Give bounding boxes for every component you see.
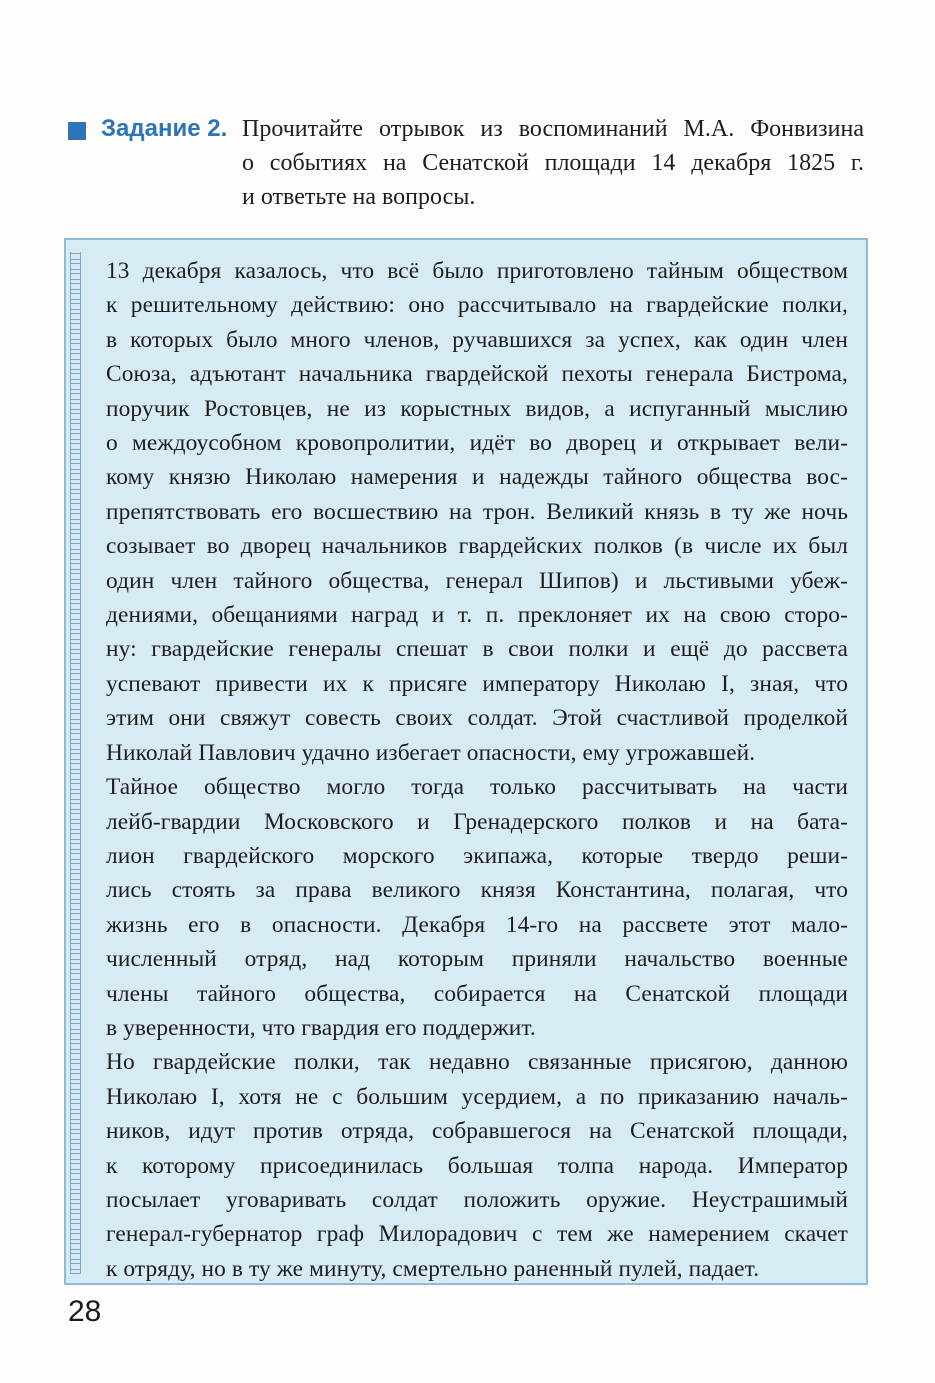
excerpt-line: 13 декабря казалось, что всё было приготовлено тайным обществом [106,258,848,284]
excerpt-line: Николаю I, хотя не с большим усердием, а по приказанию началь- [106,1083,848,1110]
excerpt-line: кому князю Николаю намерения и надежды тайного общества вос- [106,464,848,491]
excerpt-line: Но гвардейские полки, так недавно связанные присягою, данною [106,1049,848,1076]
excerpt-line: поручик Ростовцев, не из корыстных видов, а испуганный мыслию [106,395,848,422]
excerpt-line: генерал-губернатор граф Милорадович с тем же намерением скачет [106,1221,848,1248]
excerpt-line: Союза, адъютант начальника гвардейской пехоты генерала Бистрома, [106,361,848,388]
excerpt-line: посылает уговаривать солдат положить оружие. Неустрашимый [106,1186,848,1213]
excerpt-line: ников, идут против отряда, собравшегося на Сенатской площади, [106,1118,848,1145]
excerpt-line: препятствовать его восшествию на трон. Великий князь в ту же ночь [106,498,848,525]
excerpt-line: успевают привести их к присяге императору Николаю I, зная, что [106,670,848,697]
excerpt-line: один член тайного общества, генерал Шипов) и льстивыми убеж- [106,567,848,594]
excerpt-line: ну: гвардейские генералы спешат в свои полки и ещё до рассвета [106,636,848,663]
task-instruction-line: о событиях на Сенатской площади 14 декабря 1825 г. [242,150,864,176]
excerpt-line: к отряду, но в ту же минуту, смертельно раненный пулей, падает. [106,1255,760,1282]
excerpt-line: этим они свяжут совесть своих солдат. Этой счастливой проделкой [106,705,848,732]
excerpt-line: о междоусобном кровопролитии, идёт во дворец и открывает вели- [106,430,848,457]
excerpt-line: к которому присоединилась большая толпа народа. Император [106,1152,848,1179]
excerpt-line: к решительному действию: оно рассчитывало на гвардейские полки, [106,292,848,319]
excerpt-line: лейб-гвардии Московского и Гренадерского полков и на бата- [106,808,848,835]
excerpt-line: в которых было много членов, ручавшихся за успех, как один член [106,326,848,353]
excerpt-line: жизнь его в опасности. Декабря 14-го на рассвете этот мало- [106,911,848,938]
excerpt-line: численный отряд, над которым приняли начальство военные [106,946,848,973]
page-number: 28 [68,1295,102,1328]
excerpt-line: лись стоять за права великого князя Константина, полагая, что [106,877,848,904]
excerpt-line: дениями, обещаниями наград и т. п. преклоняет их на свою сторо- [106,602,848,629]
excerpt-text [106,254,848,1286]
excerpt-line: Тайное общество могло тогда только рассчитывать на части [106,774,848,801]
excerpt-paragraph [106,254,848,770]
task-header [68,112,868,212]
excerpt-box [64,238,868,1285]
excerpt-line: члены тайного общества, собирается на Сенатской площади [106,980,848,1007]
excerpt-line: лион гвардейского морского экипажа, которые твердо реши- [106,842,848,869]
excerpt-paragraph [106,770,848,1045]
task-label: Задание 2. [101,115,228,142]
notebook-binding-decoration [70,252,81,1274]
excerpt-line: Николай Павлович удачно избегает опасности, ему угрожавшей. [106,739,756,766]
task-marker-square [68,122,86,140]
excerpt-line: созывает во дворец начальников гвардейских полков (в числе их был [106,533,848,560]
excerpt-line: в уверенности, что гвардия его поддержит. [106,1014,536,1041]
task-instruction-line: Прочитайте отрывок из воспоминаний М.А. Фонвизина [242,116,864,142]
excerpt-paragraph [106,1045,848,1286]
task-instruction-line: и ответьте на вопросы. [242,184,476,210]
task-instruction [242,112,864,214]
